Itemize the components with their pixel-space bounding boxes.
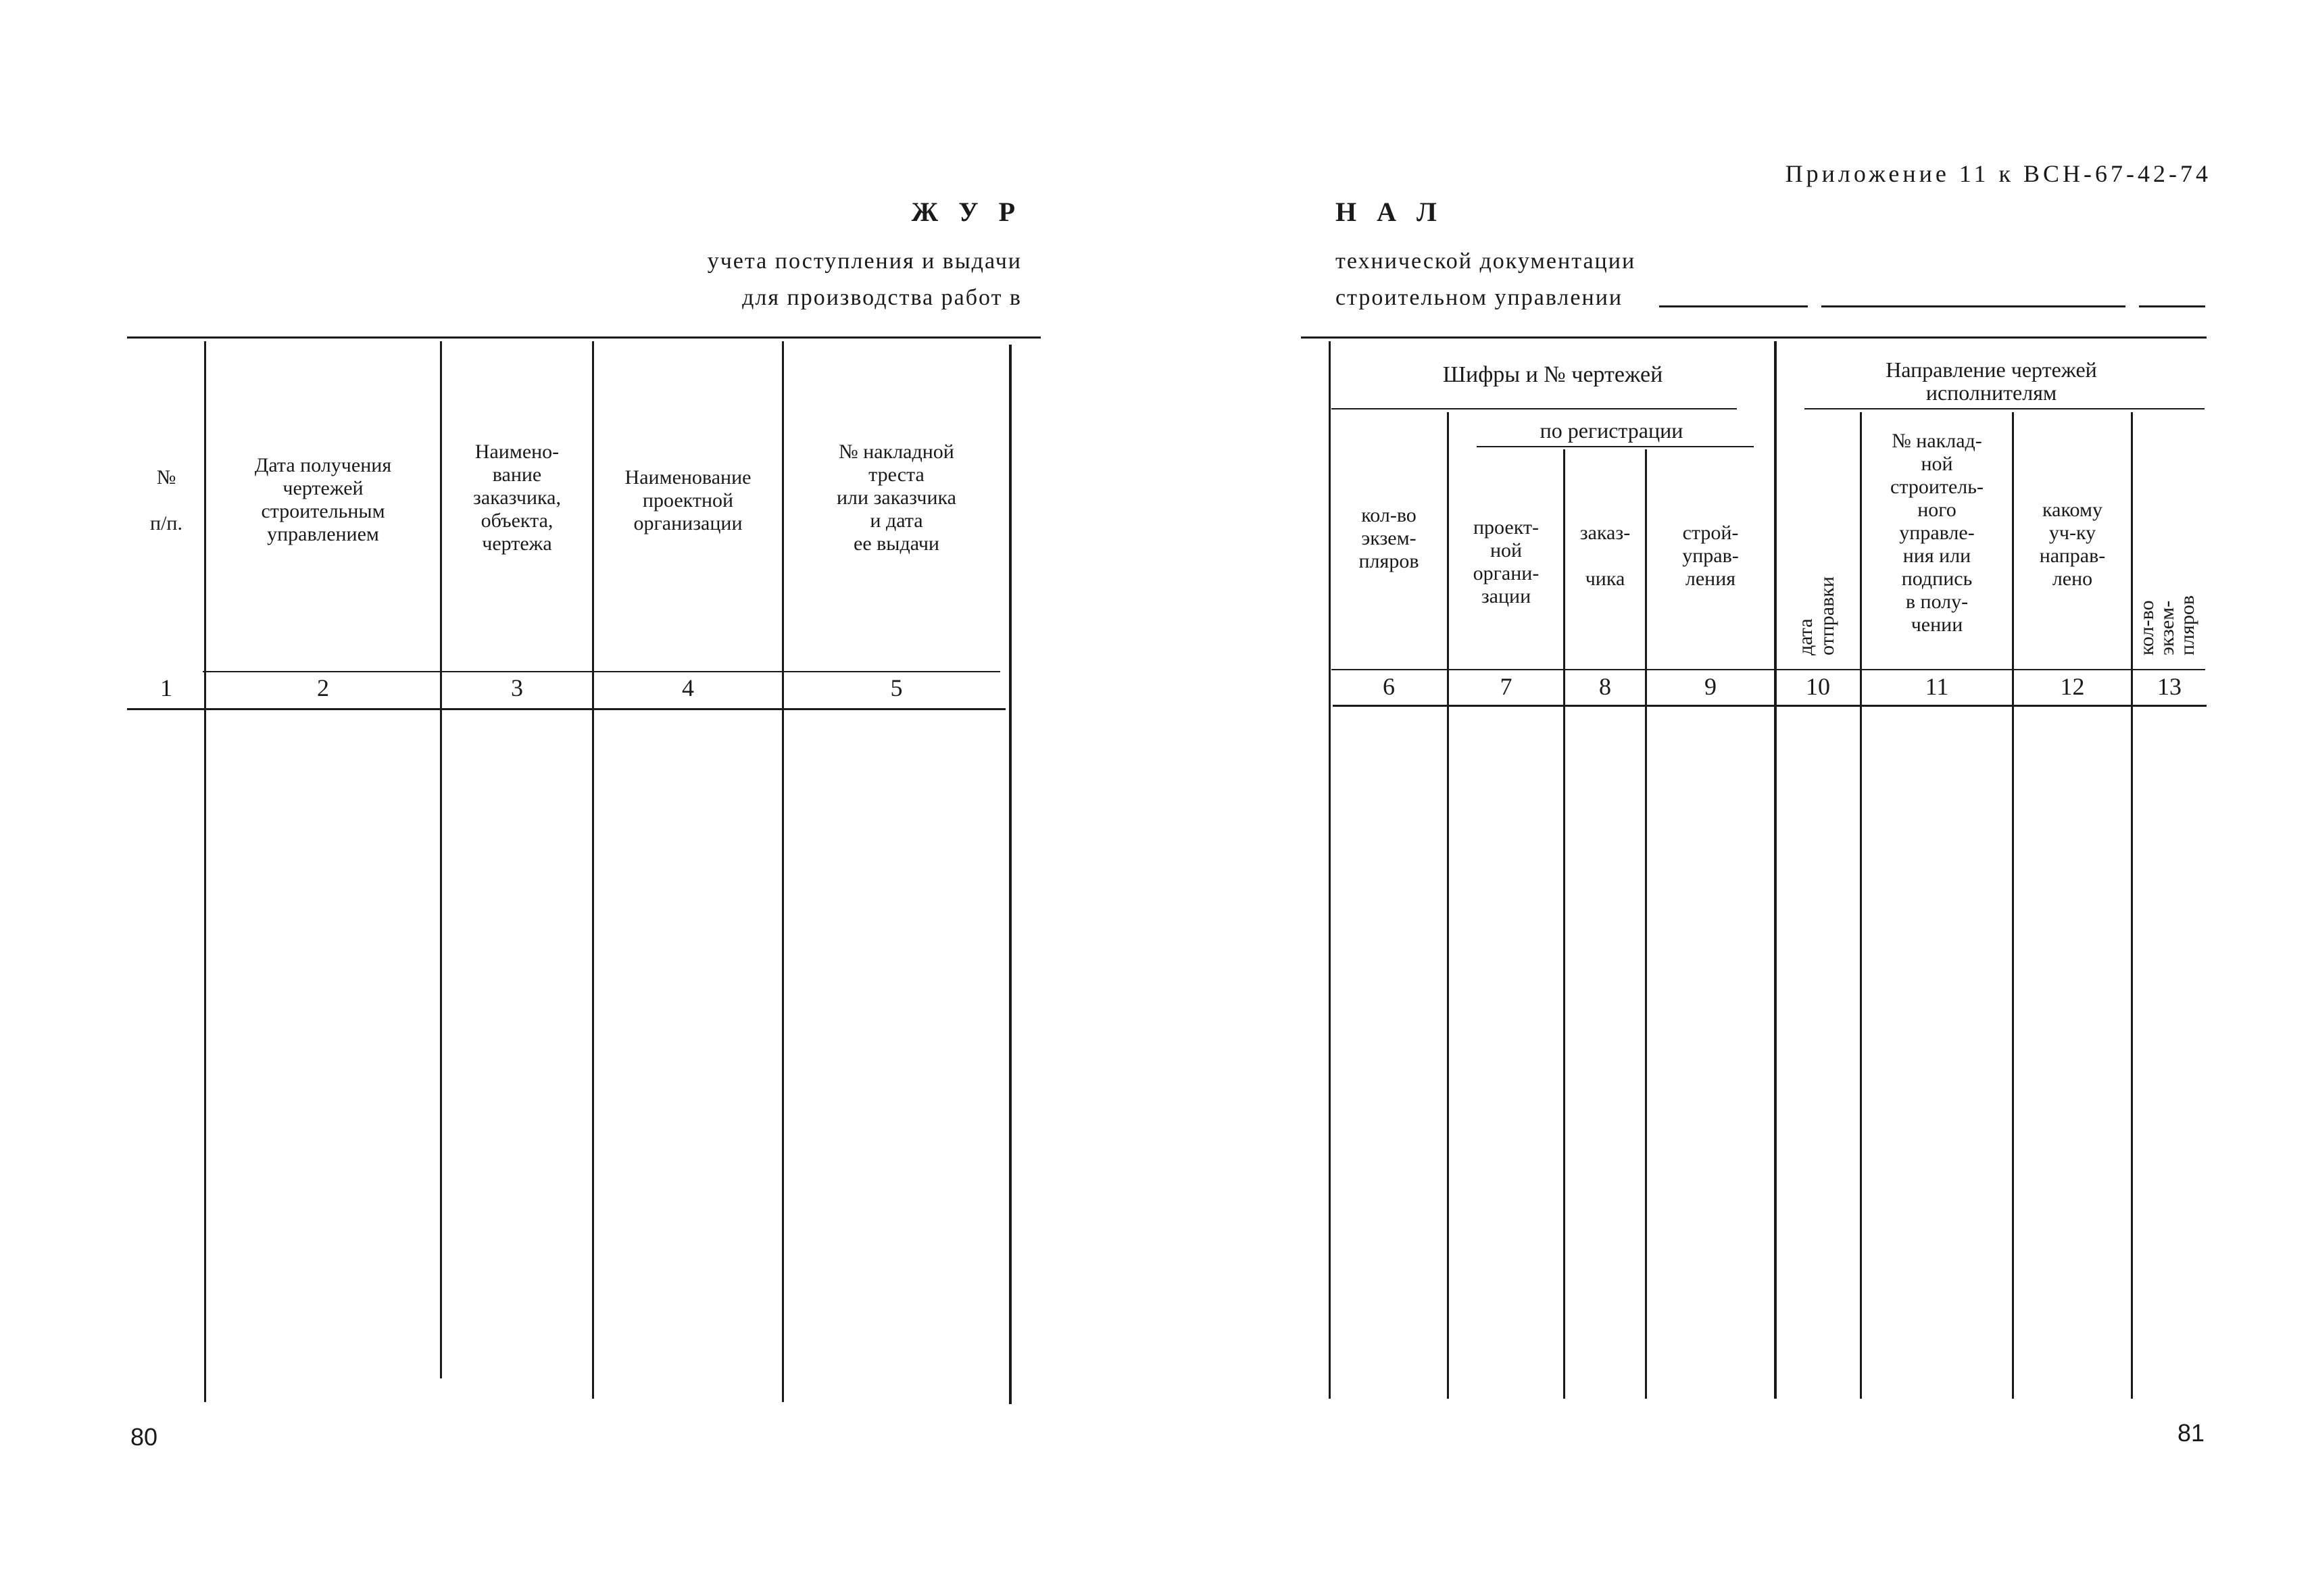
right-col-number-6: 6 — [1383, 673, 1395, 700]
registration-group-header: по регистрации — [1540, 418, 1683, 443]
fill-line-3 — [2139, 305, 2205, 307]
left-col-number-1: 1 — [160, 674, 172, 701]
left-table-right-border — [1009, 345, 1012, 1404]
right-col-number-8: 8 — [1599, 673, 1611, 700]
right-col-divider-8-9 — [1645, 449, 1647, 1399]
right-header-copies-sent: кол-во экзем- пляров — [2136, 595, 2198, 655]
appendix-note: Приложение 11 к ВСН-67-42-74 — [1785, 160, 2211, 187]
right-numbers-bottom-border — [1333, 705, 2207, 707]
right-col-number-12: 12 — [2060, 673, 2085, 700]
left-numbers-bottom-border — [127, 708, 1006, 710]
registration-group-underline — [1477, 446, 1754, 447]
page-number-right: 81 — [2177, 1419, 2205, 1447]
right-col-number-7: 7 — [1500, 673, 1512, 700]
left-col-number-4: 4 — [682, 674, 694, 701]
subtitle-right-line-2: строительном управлении — [1335, 285, 1623, 310]
right-col-number-10: 10 — [1806, 673, 1830, 700]
fill-line-1 — [1659, 305, 1808, 307]
right-col-number-11: 11 — [1925, 673, 1949, 700]
journal-title-right: Н А Л — [1335, 197, 1444, 227]
right-header-copies: кол-во экзем- пляров — [1358, 504, 1419, 572]
ciphers-group-underline — [1331, 408, 1737, 409]
left-table-top-border — [127, 336, 1041, 339]
right-table-top-border — [1301, 336, 2207, 339]
direction-group-underline — [1804, 408, 2205, 409]
subtitle-left-line-2: для производства работ в — [742, 285, 1022, 310]
left-header-trust-invoice: № накладной треста или заказчика и дата ее выдачи — [836, 441, 956, 555]
right-header-design-org: проект- ной органи- зации — [1473, 516, 1540, 607]
left-header-receipt-date: Дата получения чертежей строительным управлением — [254, 454, 392, 545]
right-col-number-13: 13 — [2157, 673, 2182, 700]
left-header-number: № п/п. — [150, 466, 182, 534]
right-col-divider-12-13 — [2131, 412, 2133, 1399]
subtitle-left-line-1: учета поступления и выдачи — [707, 249, 1022, 274]
journal-title-left: Ж У Р — [911, 197, 1022, 227]
right-col-number-9: 9 — [1704, 673, 1717, 700]
left-header-divider — [203, 671, 1000, 672]
right-header-dispatch-date: дата отправки — [1794, 576, 1838, 655]
left-col-number-5: 5 — [890, 674, 903, 701]
right-header-invoice-or-signature: № наклад- ной строитель- ного управле- ния или подпись в полу- чении — [1890, 430, 1984, 636]
right-header-construction-dept: строй- управ- ления — [1682, 522, 1739, 590]
left-col-number-2: 2 — [317, 674, 329, 701]
right-header-divider — [1331, 669, 2205, 670]
ciphers-group-header: Шифры и № чертежей — [1442, 362, 1663, 387]
page-number-left: 80 — [130, 1423, 158, 1451]
right-table-left-border — [1329, 341, 1331, 1399]
right-header-section-sent: какому уч-ку направ- лено — [2039, 499, 2106, 590]
right-header-customer: заказ- чика — [1579, 522, 1631, 590]
right-col-divider-9-10 — [1774, 341, 1777, 1399]
left-col-number-3: 3 — [511, 674, 523, 701]
left-header-customer-name: Наимено- вание заказчика, объекта, чертежа — [473, 441, 561, 555]
left-header-design-organization: Наименование проектной организации — [624, 466, 752, 534]
direction-group-header: Направление чертежей исполнителям — [1886, 357, 2097, 405]
subtitle-right-line-1: технической документации — [1335, 249, 1636, 274]
right-col-divider-7-8 — [1563, 449, 1565, 1399]
fill-line-2 — [1821, 305, 2125, 307]
